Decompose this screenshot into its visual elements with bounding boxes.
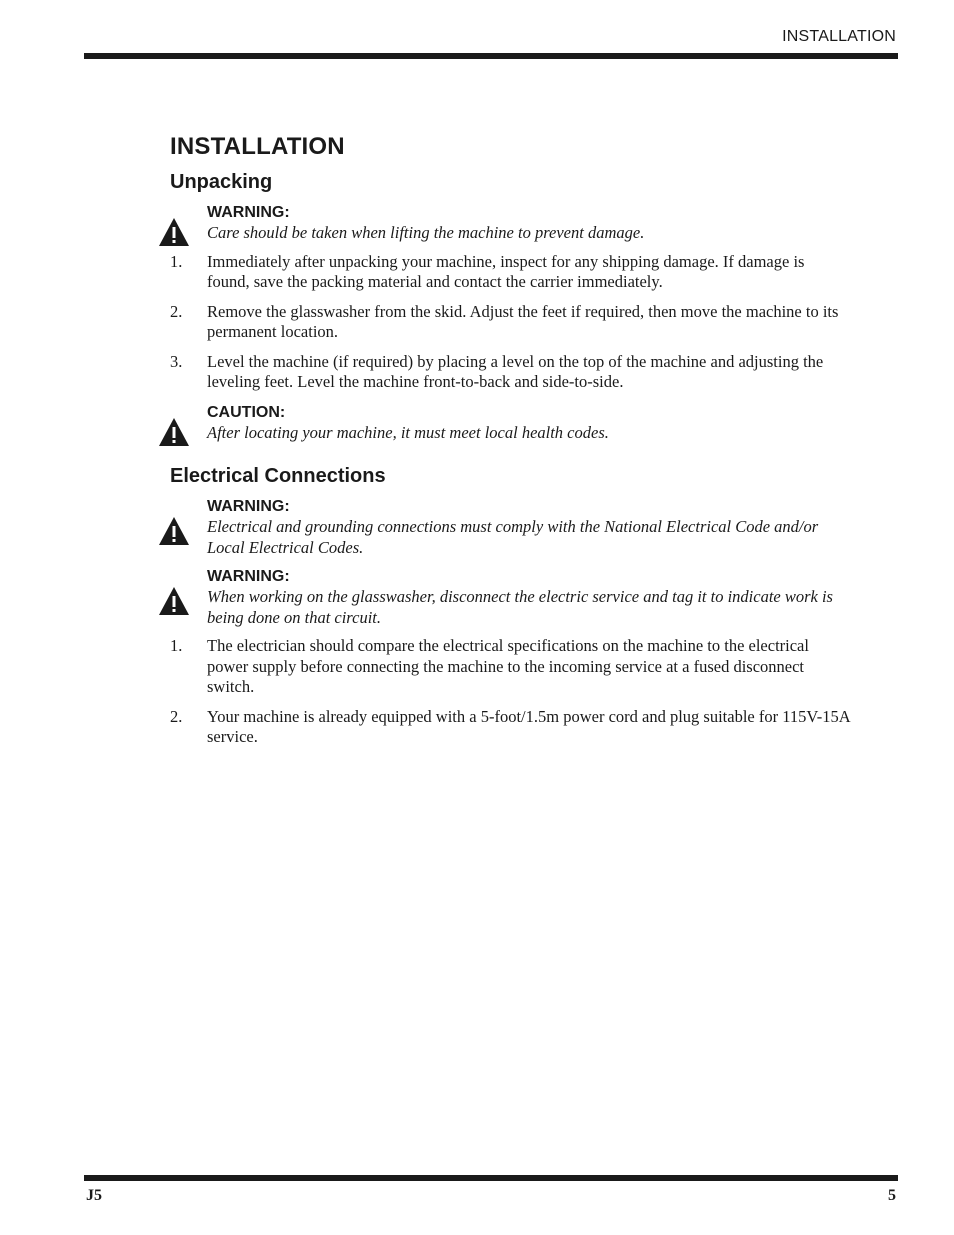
step-text: Remove the glasswasher from the skid. Adjust the feet if required, then move the machine to its permanent location. — [207, 301, 839, 341]
step-number: 1. — [170, 251, 183, 271]
step-number: 2. — [170, 706, 183, 726]
running-header: INSTALLATION — [782, 28, 896, 45]
page-content — [170, 133, 850, 757]
footer-model: J5 — [86, 1187, 102, 1204]
list-item — [170, 352, 850, 393]
warning-triangle-icon — [158, 417, 190, 447]
section-heading-unpacking: Unpacking — [170, 171, 273, 193]
notice-label: WARNING: — [207, 498, 290, 515]
warning-notice-lifting — [170, 202, 850, 244]
caution-notice-health-codes — [170, 402, 850, 444]
list-item — [170, 636, 850, 698]
notice-text: Care should be taken when lifting the machine to prevent damage. — [207, 223, 645, 242]
step-text: Your machine is already equipped with a 5-foot/1.5m power cord and plug suitable for 115V-15A service. — [207, 706, 850, 746]
notice-text: Electrical and grounding connections must comply with the National Electrical Code and/or Local Electrical Codes. — [207, 517, 819, 557]
notice-label: WARNING: — [207, 568, 290, 585]
step-text: Immediately after unpacking your machine, inspect for any shipping damage. If damage is found, save the packing material and contact the carrier immediately. — [207, 251, 805, 291]
electrical-steps — [170, 636, 850, 748]
step-text: Level the machine (if required) by placing a level on the top of the machine and adjusting the leveling feet. Level the machine front-to-back and side-to-side. — [207, 351, 824, 391]
header-rule — [84, 53, 898, 59]
list-item — [170, 707, 850, 748]
warning-notice-electrical-code — [170, 496, 850, 558]
step-number: 3. — [170, 351, 183, 371]
step-number: 1. — [170, 636, 183, 655]
warning-triangle-icon — [158, 586, 190, 616]
step-text: The electrician should compare the electrical specifications on the machine to the electrical power supply before connecting the machine to the incoming service at a fused disconnect switch. — [207, 636, 809, 696]
footer-rule — [84, 1175, 898, 1181]
page-title: INSTALLATION — [170, 133, 345, 160]
list-item — [170, 302, 850, 343]
list-item — [170, 252, 850, 293]
step-number: 2. — [170, 301, 183, 321]
notice-label: CAUTION: — [207, 403, 286, 421]
section-heading-electrical: Electrical Connections — [170, 465, 386, 487]
warning-triangle-icon — [158, 217, 190, 247]
warning-triangle-icon — [158, 516, 190, 546]
notice-text: When working on the glasswasher, disconnect the electric service and tag it to indicate work is being done on that circuit. — [207, 587, 833, 627]
notice-text: After locating your machine, it must meet local health codes. — [207, 422, 609, 442]
warning-notice-disconnect-service — [170, 566, 850, 628]
page-number: 5 — [888, 1187, 896, 1204]
unpacking-steps — [170, 252, 850, 393]
notice-label: WARNING: — [207, 204, 290, 221]
